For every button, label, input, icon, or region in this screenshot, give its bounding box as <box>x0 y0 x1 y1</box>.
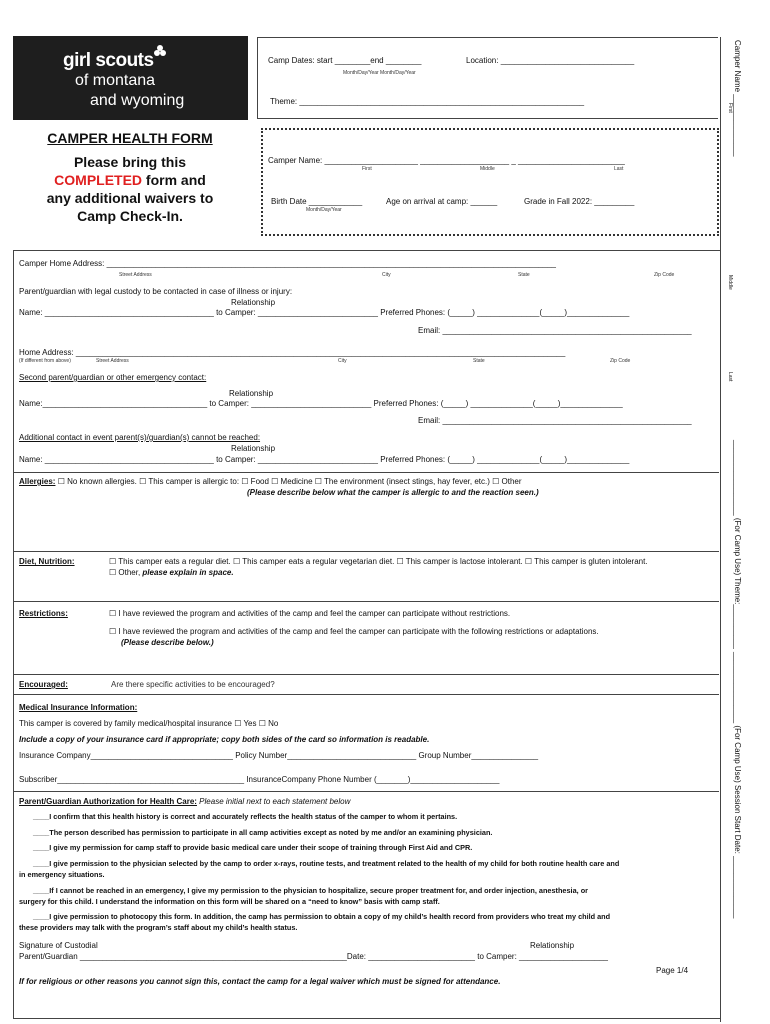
state-sublabel-2: State <box>473 358 485 364</box>
city-sublabel-2: City <box>338 358 347 364</box>
organization-logo <box>13 36 248 120</box>
divider-allergies <box>13 472 719 473</box>
zip-sublabel-2: Zip Code <box>610 358 631 364</box>
side-theme: _________________ (For Camp Use) Theme:__________ <box>733 440 742 649</box>
trefoil-icon <box>153 44 167 58</box>
divider-authorization <box>13 791 719 792</box>
restrictions-label: Restrictions: <box>19 609 68 618</box>
signature-field[interactable]: Parent/Guardian ____________________________________________________________Date: ________________________ to Camper: ____________________ <box>19 952 609 961</box>
camp-info-box <box>257 37 718 119</box>
insurance-covered[interactable]: This camper is covered by family medical/hospital insurance ☐ Yes ☐ No <box>19 719 279 728</box>
divider-insurance <box>13 694 719 695</box>
side-first: First <box>727 103 733 113</box>
authorization-heading-note: Please initial next to each statement below <box>196 797 351 806</box>
footer-note: If for religious or other reasons you cannot sign this, contact the camp for a legal waiver which must be signed for attendance. <box>19 977 501 986</box>
diet-other-checkbox[interactable]: ☐ Other, <box>109 568 143 577</box>
camp-dates-sublabel: Month/Day/Year Month/Day/Year <box>343 70 416 76</box>
right-margin-rule <box>720 37 721 1022</box>
diet-label: Diet, Nutrition: <box>19 557 75 566</box>
guardian2-heading: Second parent/guardian or other emergency contact: <box>19 373 207 382</box>
camper-name-field[interactable]: Camper Name: _____________________ ____________________ _ ________________________ <box>268 156 625 165</box>
bring-line-1: Please bring this <box>73 154 187 170</box>
additional-heading: Additional contact in event parent(s)/guardian(s) cannot be reached: <box>19 433 261 442</box>
encouraged-label: Encouraged: <box>19 680 68 689</box>
restrictions-option-2[interactable]: ☐ I have reviewed the program and activities of the camp and feel the camper can participate with the following restrictions or adaptations. <box>109 627 599 636</box>
allergies-row <box>19 477 522 486</box>
city-sublabel: City <box>382 272 391 278</box>
camper-info-box <box>261 128 719 236</box>
encouraged-question: Are there specific activities to be encouraged? <box>111 680 275 689</box>
authorization-heading: Parent/Guardian Authorization for Health Care: <box>19 797 197 806</box>
guardian1-home-address-field[interactable]: Home Address: ______________________________________________________________________________________________________________ <box>19 348 566 357</box>
restrictions-note: (Please describe below.) <box>121 638 214 647</box>
guardian1-name-field[interactable]: Name: ______________________________________ to Camper: ___________________________ Preferred Phones: (_____) ______________(_____)______________ <box>19 308 630 317</box>
bring-line-3: any additional waivers to <box>46 190 214 206</box>
location-field[interactable]: Location: ______________________________ <box>466 56 635 65</box>
guardian2-name-field[interactable]: Name:_____________________________________ to Camper: ___________________________ Preferred Phones: (_____) ______________(_____)______________ <box>19 399 623 408</box>
page-number: Page 1/4 <box>656 966 689 975</box>
allergies-label: Allergies: <box>19 477 56 486</box>
logo-line-3: and wyoming <box>90 92 185 109</box>
authorization-statement-3[interactable]: ____I give my permission for camp staff to provide basic medical care under their scope of training through First Aid and CPR. <box>33 843 473 852</box>
side-session-date: ________________ (For Camp Use) Session Start Date: ______________ <box>733 652 742 919</box>
street-sublabel: Street Address <box>119 272 152 278</box>
form-title: CAMPER HEALTH FORM <box>47 130 213 146</box>
if-different-sublabel: (If different from above) <box>19 358 71 364</box>
theme-field[interactable]: Theme: ________________________________________________________________ <box>270 97 585 106</box>
divider-diet <box>13 551 719 552</box>
side-middle: Middle <box>727 275 733 290</box>
insurance-company-field[interactable]: Insurance Company________________________________ Policy Number_____________________________ Group Number_______________ <box>19 751 539 760</box>
authorization-statement-5[interactable]: ____If I cannot be reached in an emergency, I give my permission to the physician to hospitalize, secure proper treatment for, and order injection, anesthesia, or <box>33 886 588 895</box>
guardian1-relationship-label: Relationship <box>231 298 276 307</box>
signature-label: Signature of Custodial <box>19 941 98 950</box>
completed-word: COMPLETED <box>54 172 143 188</box>
authorization-statement-2[interactable]: ____The person described has permission to participate in all camp activities except as noted by me and/or an examining physician. <box>33 828 493 837</box>
additional-name-field[interactable]: Name: ______________________________________ to Camper: ___________________________ Preferred Phones: (_____) ______________(_____)______________ <box>19 455 630 464</box>
authorization-statement-4-cont: in emergency situations. <box>19 870 105 879</box>
side-last: Last <box>727 372 733 382</box>
side-camper-name: Camper Name ______________ <box>733 40 742 157</box>
insurance-heading: Medical Insurance Information: <box>19 703 138 712</box>
zip-sublabel: Zip Code <box>654 272 675 278</box>
logo-line-2: of montana <box>75 72 156 89</box>
allergies-note: (Please describe below what the camper is allergic to and the reaction seen.) <box>247 488 539 497</box>
state-sublabel: State <box>518 272 530 278</box>
authorization-statement-6-cont: these providers may talk with the program’s staff about my child’s health status. <box>19 923 298 932</box>
guardian2-email-field[interactable]: Email: ________________________________________________________ <box>418 416 692 425</box>
guardian1-email-field[interactable]: Email: ________________________________________________________ <box>418 326 692 335</box>
first-sublabel: First <box>362 166 372 172</box>
diet-other-note: please explain in space. <box>142 568 234 577</box>
diet-other[interactable] <box>109 568 234 577</box>
grade-field[interactable]: Grade in Fall 2022: _________ <box>524 197 635 206</box>
camp-dates-field[interactable]: Camp Dates: start ________end ________ <box>268 56 422 65</box>
restrictions-option-1[interactable]: ☐ I have reviewed the program and activities of the camp and feel the camper can participate without restrictions. <box>109 609 511 618</box>
allergies-options[interactable]: ☐ No known allergies. ☐ This camper is allergic to: ☐ Food ☐ Medicine ☐ The environment (insect stings, hay fever, etc.) ☐ Other <box>55 477 522 486</box>
divider-restrictions <box>13 601 719 602</box>
age-field[interactable]: Age on arrival at camp: ______ <box>386 197 498 206</box>
birth-date-sublabel: Month/Day/Year <box>306 207 342 213</box>
authorization-heading-row <box>19 797 350 806</box>
subscriber-field[interactable]: Subscriber__________________________________________ InsuranceCompany Phone Number (_______)____________________ <box>19 775 500 784</box>
guardian2-relationship-label: Relationship <box>229 389 274 398</box>
diet-options[interactable]: ☐ This camper eats a regular diet. ☐ This camper eats a regular vegetarian diet. ☐ This camper is lactose intolerant. ☐ This camper is gluten intolerant. <box>109 557 648 566</box>
bring-instructions <box>15 153 245 225</box>
authorization-statement-6[interactable]: ____I give permission to photocopy this form. In addition, the camp has permission to obtain a copy of my child’s health record from providers who treat my child and <box>33 912 611 921</box>
insurance-include-note: Include a copy of your insurance card if appropriate; copy both sides of the card so information is readable. <box>19 735 430 744</box>
bring-line-4: Camp Check-In. <box>77 208 183 224</box>
last-sublabel: Last <box>614 166 624 172</box>
divider-encouraged <box>13 674 719 675</box>
street-sublabel-2: Street Address <box>96 358 129 364</box>
additional-relationship-label: Relationship <box>231 444 276 453</box>
bring-line-2 <box>15 171 245 189</box>
guardian1-heading: Parent/guardian with legal custody to be contacted in case of illness or injury: <box>19 287 293 296</box>
bring-line-2-rest: form and <box>142 172 206 188</box>
authorization-statement-5-cont: surgery for this child. I understand the information on this form will be shared on a “need to know” basis with camp staff. <box>19 897 440 906</box>
signature-relationship-label: Relationship <box>530 941 575 950</box>
authorization-statement-1[interactable]: ____I confirm that this health history is correct and accurately reflects the health status of the camper to whom it pertains. <box>33 812 458 821</box>
birth-date-field[interactable]: Birth Date ____________ <box>271 197 363 206</box>
home-address-field[interactable]: Camper Home Address: _____________________________________________________________________________________________________ <box>19 259 556 268</box>
logo-line-1: girl scouts <box>63 50 154 71</box>
middle-sublabel: Middle <box>480 166 495 172</box>
authorization-statement-4[interactable]: ____I give permission to the physician selected by the camp to order x-rays, routine tests, and treatment related to the health of my child for both routine health care and <box>33 859 620 868</box>
